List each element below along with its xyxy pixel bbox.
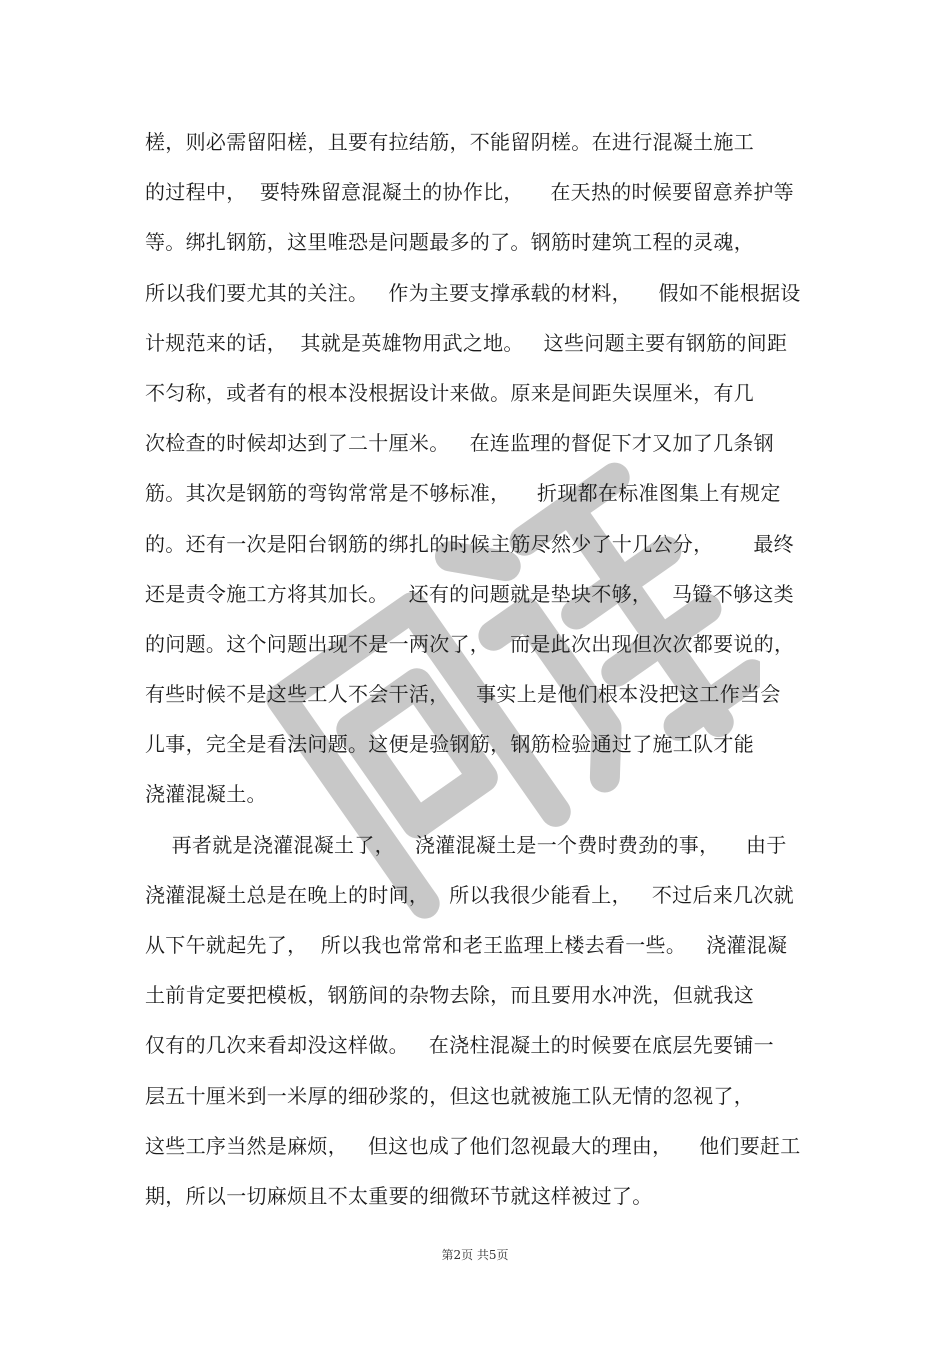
text-line: 等。绑扎钢筋，这里唯恐是问题最多的了。钢筋时建筑工程的灵魂， [145,230,754,255]
text-line: 土前肯定要把模板，钢筋间的杂物去除，而且要用水冲洗，但就我这 [145,983,754,1008]
text-line: 从下午就起先了， 所以我也常常和老王监理上楼去看一些。 浇灌混凝 [145,933,788,957]
text-line: 计规范来的话， 其就是英雄物用武之地。 这些问题主要有钢筋的间距 [145,330,788,355]
text-line: 还是责令施工方将其加长。 还有的问题就是垫块不够， 马镫不够这类 [145,581,794,606]
text-line: 儿事，完全是看法问题。这便是验钢筋，钢筋检验通过了施工队才能 [145,732,754,757]
text-line: 层五十厘米到一米厚的细砂浆的，但这也就被施工队无情的忽视了， [145,1083,754,1108]
text-line: 这些工序当然是麻烦， 但这也成了他们忽视最大的理由， 他们要赶工 [145,1133,801,1158]
text-line: 槎，则必需留阳槎，且要有拉结筋，不能留阴槎。在进行混凝土施工 [145,130,754,154]
body-text [145,122,825,1226]
text-line: 次检查的时候却达到了二十厘米。 在连监理的督促下才又加了几条钢 [145,431,774,456]
text-line: 的过程中， 要特殊留意混凝土的协作比， 在天热的时候要留意养护等 [145,180,794,205]
page-number-footer: 第2页 共5页 [441,1248,509,1262]
text-line: 期，所以一切麻烦且不太重要的细微环节就这样被过了。 [145,1183,653,1208]
text-line: 的问题。这个问题出现不是一两次了， 而是此次出现但次次都要说的， [145,631,795,656]
text-line: 的。还有一次是阳台钢筋的绑扎的时候主筋尽然少了十几公分， 最终 [145,531,794,556]
text-line: 浇灌混凝土总是在晚上的时间， 所以我很少能看上， 不过后来几次就 [145,882,794,907]
text-line: 所以我们要尤其的关注。 作为主要支撑承载的材料， 假如不能根据设 [145,280,801,305]
text-line: 不匀称，或者有的根本没根据设计来做。原来是间距失误厘米，有几 [145,380,754,405]
text-line: 浇灌混凝土。 [145,782,267,807]
text-line: 再者就是浇灌混凝土了， 浇灌混凝土是一个费时费劲的事， 由于 [145,832,787,857]
text-line: 仅有的几次来看却没这样做。 在浇柱混凝土的时候要在底层先要铺一 [145,1033,774,1058]
text-line: 筋。其次是钢筋的弯钩常常是不够标准， 折现都在标准图集上有规定 [145,481,781,506]
text-line: 有些时候不是这些工人不会干活， 事实上是他们根本没把这工作当会 [145,682,781,707]
